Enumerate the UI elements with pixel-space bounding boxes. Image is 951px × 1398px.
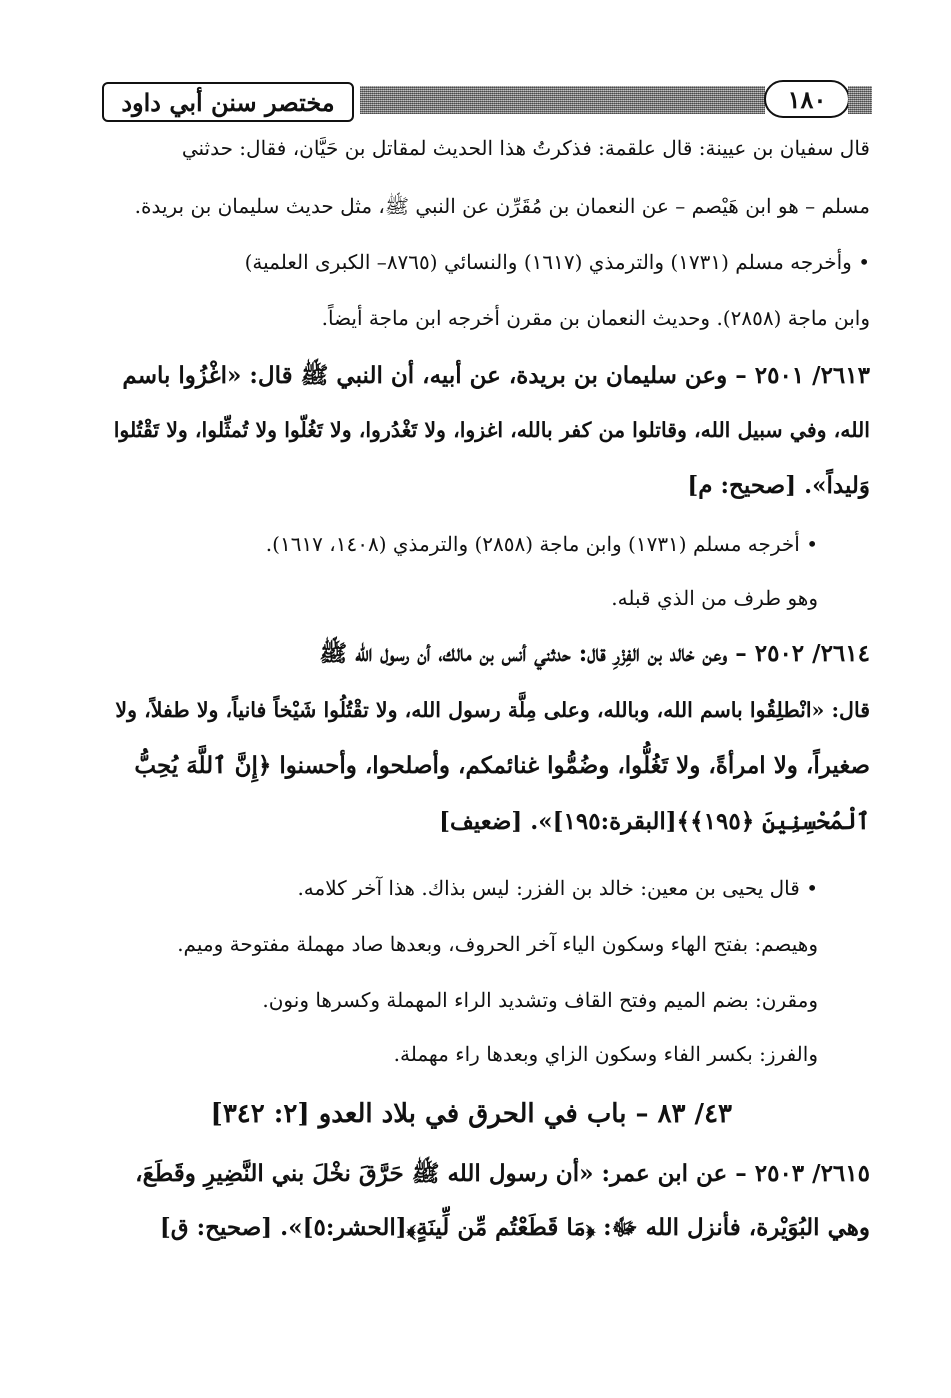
book-title-box: [102, 82, 354, 122]
page-number-badge: [764, 80, 850, 118]
explanation-line: ومقرن: بضم الميم وفتح القاف وتشديد الراء المهملة وكسرها ونون.: [262, 988, 818, 1012]
header-decorative-band: [360, 86, 765, 114]
hadith-2613-line-2: الله، وفي سبيل الله، وقاتلوا من كفر بالله، اغزوا، ولا تَغْدُروا، ولا تَغُلّوا ولا تُمثِّلوا، ولا تَقْتُلوا: [113, 418, 870, 442]
text-line: وابن ماجة (٢٨٥٨). وحديث النعمان بن مقرن أخرجه ابن ماجة أيضاً.: [321, 306, 870, 330]
explanation-line: والفرز: بكسر الفاء وسكون الزاي وبعدها راء مهملة.: [393, 1042, 818, 1066]
hadith-2615-line-1: ٢٦١٥/ ٢٥٠٣ – عن ابن عمر: «أن رسول الله ﷺ حَرَّقَ نخْلَ بني النَّضِيرِ وقَطَعَ،: [135, 1160, 870, 1187]
text-line: قال سفيان بن عيينة: قال علقمة: فذكرتُ هذا الحديث لمقاتل بن حَيَّان، فقال: حدثني: [181, 136, 870, 160]
hadith-2614-line-2: قال: «انْطلِقُوا باسم الله، وبالله، وعلى مِلَّة رسول الله، ولا تقْتُلُوا شَيْخاً فانياً، ولا طفلاً، ولا: [115, 698, 870, 722]
text-line: • وأخرجه مسلم (١٧٣١) والترمذي (١٦١٧) والنسائي (٨٧٦٥– الكبرى العلمية): [244, 250, 870, 274]
takhrij-line: • قال يحيى بن معين: خالد بن الفزر: ليس بذاك. هذا آخر كلامه.: [297, 876, 818, 900]
page-number: ١٨٠: [787, 84, 827, 114]
hadith-2614-line-3: صغيراً، ولا امرأةً، ولا تَغُلُّوا، وضُمُّوا غنائمكم، وأصلحوا، وأحسنوا ﴿إِنَّ ٱللَّهَ يُحِبُّ: [134, 752, 870, 779]
page-header: [102, 74, 872, 126]
text-line: وهو طرف من الذي قبله.: [611, 586, 818, 610]
chapter-heading: ٤٣/ ٨٣ – باب في الحرق في بلاد العدو [٢: ٣٤٢]: [210, 1099, 732, 1129]
hadith-2613-line-1: ٢٦١٣/ ٢٥٠١ – وعن سليمان بن بريدة، عن أبيه، أن النبي ﷺ قال: «اغْزُوا باسم: [122, 362, 870, 389]
hadith-2613-line-3: وَليداً». [صحيح: م]: [687, 472, 870, 499]
hadith-2614-line-4: ٱلْمُحْسِنِينَ ﴿١٩٥﴾﴾[البقرة:١٩٥]». [ضعيف]: [439, 808, 870, 835]
takhrij-line: • أخرجه مسلم (١٧٣١) وابن ماجة (٢٨٥٨) والترمذي (١٤٠٨، ١٦١٧).: [265, 532, 818, 556]
book-title: مختصر سنن أبي داود: [121, 87, 335, 117]
header-decorative-band-end: [848, 86, 872, 114]
explanation-line: وهيصم: بفتح الهاء وسكون الياء آخر الحروف، وبعدها صاد مهملة مفتوحة وميم.: [177, 932, 818, 956]
hadith-2615-line-2: وهي البُوَيْرة، فأنزل الله ﷻ: ﴿مَا قَطَعْتُم مِّن لِّينَةٍ﴾[الحشر:٥]». [صحيح: ق]: [159, 1214, 870, 1241]
text-line: مسلم – هو ابن هَيْصم – عن النعمان بن مُقَرِّن عن النبي ﷺ، مثل حديث سليمان بن بريدة.: [134, 194, 870, 218]
hadith-2614-line-1: ٢٦١٤/ ٢٥٠٢ – وعن خالد بن الفِزْرِ قال: حدثني أنس بن مالك، أن رسول الله ﷺ: [319, 640, 870, 667]
